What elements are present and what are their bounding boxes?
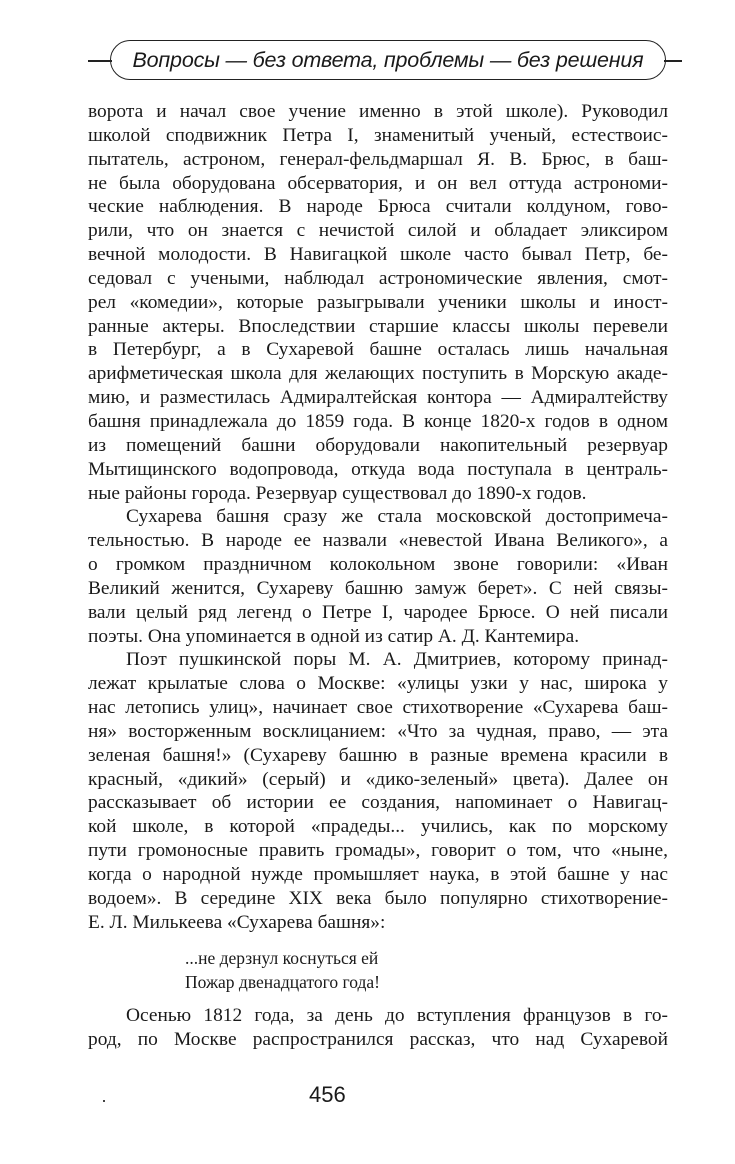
text-line: вечной молодости. В Навигацкой школе часто бывал Петр, бе- (88, 244, 668, 266)
text-line: в Петербург, а в Сухаревой башне осталась лишь начальная (88, 339, 668, 361)
text-line: вали целый ряд легенд о Петре I, чародее Брюсе. О ней писали (88, 601, 668, 623)
header-rule-right (664, 60, 682, 62)
text-line: нас летопись улиц», начинает свое стихотворение «Сухарева баш- (88, 697, 668, 719)
text-line: ранные актеры. Впоследствии старшие классы школы перевели (88, 315, 668, 337)
scan-speck (103, 1100, 105, 1102)
running-header (88, 38, 682, 84)
text-line: водоем». В середине XIX века было популярно стихотворение- (88, 887, 668, 909)
text-line: Великий женится, Сухареву башню замуж берет». С ней связы- (88, 577, 668, 599)
text-line: ворота и начал свое учение именно в этой школе). Руководил (88, 101, 668, 122)
text-line: поэты. Она упоминается в одной из сатир А. Д. Кантемира. (88, 625, 580, 647)
text-line: род, по Москве распространился рассказ, что над Сухаревой (88, 1028, 668, 1050)
text-line: Е. Л. Милькеева «Сухарева башня»: (88, 911, 386, 933)
text-line: Осенью 1812 года, за день до вступления французов в го- (126, 1005, 668, 1026)
text-line: мию, и разместилась Адмиралтейская контора — Адмиралтейству (88, 387, 668, 409)
body-text (88, 100, 668, 935)
poem-line: ...не дерзнул коснуться ей (185, 948, 379, 968)
text-line: о громком праздничном колокольном звоне говорили: «Иван (88, 554, 668, 576)
text-line: школой сподвижник Петра I, знаменитый ученый, естествоис- (88, 124, 668, 146)
text-line: пытатель, астроном, генерал-фельдмаршал Я. В. Брюс, в баш- (88, 148, 668, 170)
text-line: кой школе, в которой «прадеды... учились, как по морскому (88, 816, 668, 838)
text-line: башня принадлежала до 1859 года. В конце 1820-х годов в одном (88, 410, 668, 432)
text-line: тельностью. В народе ее назвали «невестой Ивана Великого», а (88, 530, 668, 552)
text-line: не была оборудована обсерватория, и он вел оттуда астрономи- (88, 172, 668, 194)
header-frame (110, 40, 666, 80)
text-line: зеленая башня!» (Сухареву башню в разные времена красили в (88, 744, 668, 766)
paragraph (88, 648, 668, 934)
text-line: Мытищинского водопровода, откуда вода поступала в централь- (88, 458, 668, 480)
text-line: рили, что он знается с нечистой силой и обладает эликсиром (88, 220, 668, 242)
text-line: ные районы города. Резервуар существовал до 1890-х годов. (88, 482, 587, 504)
text-line: лежат крылатые слова о Москве: «улицы узки у нас, широка у (88, 673, 668, 695)
text-line: Поэт пушкинской поры М. А. Дмитриев, которому принад- (126, 649, 668, 671)
text-line: Сухарева башня сразу же стала московской достопримеча- (126, 506, 668, 528)
text-line: пути громоносные править громады», говорит о том, что «ныне, (88, 840, 668, 862)
poem-line: Пожар двенадцатого года! (185, 972, 381, 992)
text-line: арифметическая школа для желающих поступить в Морскую акаде- (88, 363, 668, 385)
page-number: 456 (309, 1082, 346, 1107)
text-line: ческие наблюдения. В народе Брюса считали колдуном, гово- (88, 196, 668, 218)
text-line: из помещений башни оборудовали накопительный резервуар (88, 434, 668, 456)
poem-quote (185, 946, 380, 994)
text-line: красный, «дикий» (серый) и «дико-зеленый» цвета). Далее он (88, 768, 668, 790)
text-line: когда о народной нужде промышляет наука, в этой башне у нас (88, 864, 668, 885)
paragraph (88, 1004, 668, 1052)
text-line: седовал с учеными, наблюдал астрономические явления, смот- (88, 267, 668, 289)
paragraph (88, 100, 668, 505)
text-line: рассказывает об истории ее создания, напоминает о Навигац- (88, 792, 668, 814)
header-rule-left (88, 60, 112, 62)
paragraph (88, 505, 668, 648)
header-title: Вопросы — без ответа, проблемы — без решения (132, 48, 644, 72)
text-line: рел «комедии», которые разыгрывали ученики школы и иност- (88, 291, 668, 313)
text-line: ня» восторженным восклицанием: «Что за чудная, право, — эта (88, 720, 668, 742)
